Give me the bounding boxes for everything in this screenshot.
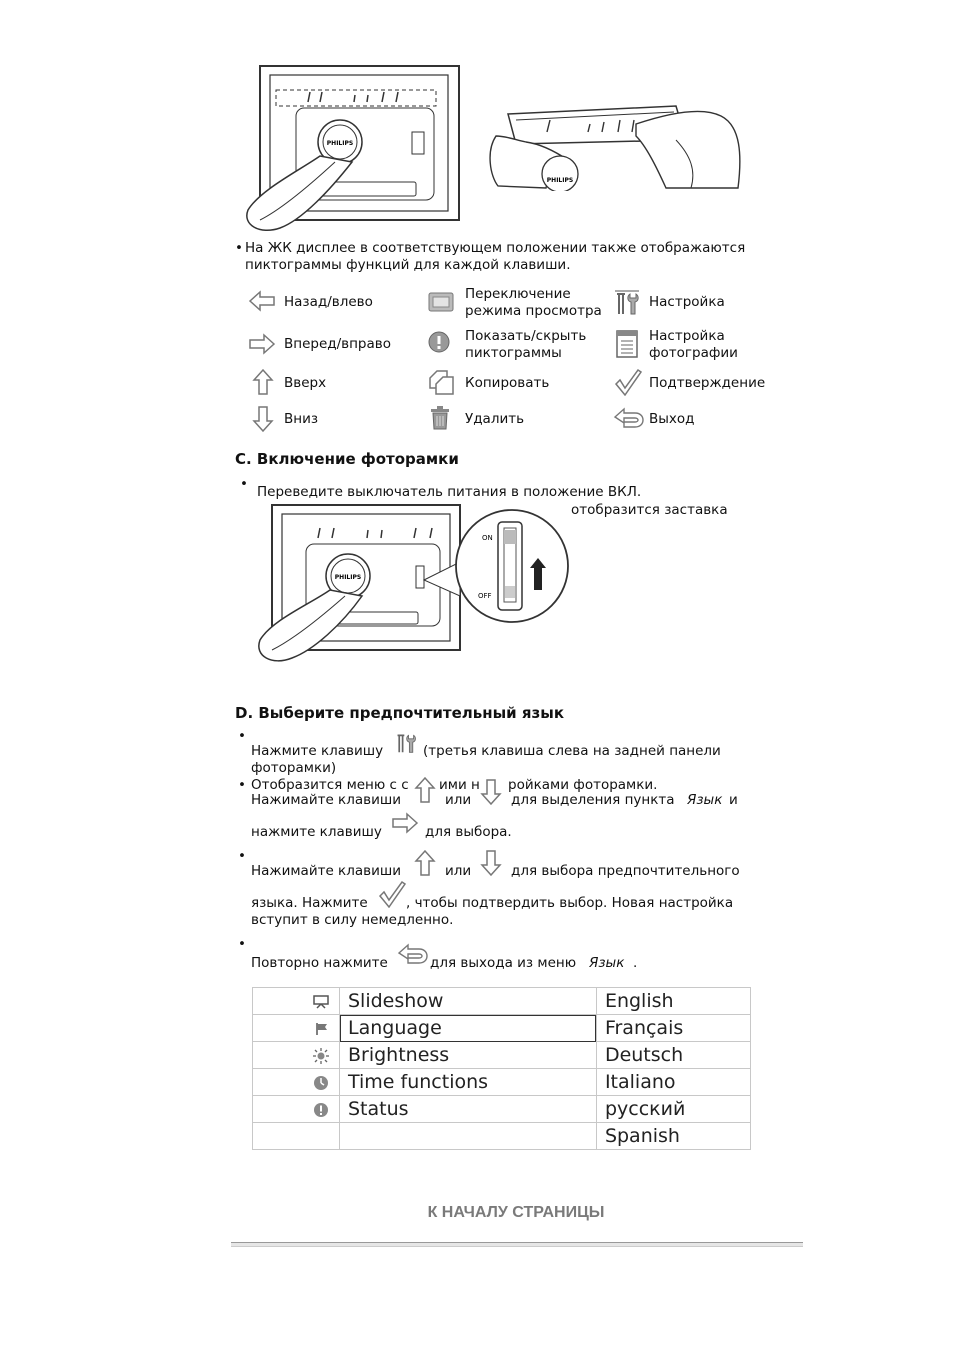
step3-text-d: , чтобы подтвердить выбор. Новая настройка — [406, 895, 734, 911]
section-c-bullet: • — [240, 476, 248, 492]
step3-text-c: языка. Нажмите — [251, 895, 368, 911]
step2-or: или — [445, 792, 472, 808]
menu-item-label[interactable]: Brightness — [340, 1042, 597, 1069]
section-c-heading: C. Включение фоторамки — [235, 450, 459, 468]
step4-end: . — [633, 955, 638, 971]
menu-row[interactable] — [253, 1123, 751, 1150]
step2-item: Язык — [687, 792, 723, 808]
menu-language-option[interactable]: Deutsch — [596, 1042, 750, 1069]
section-d-heading: D. Выберите предпочтительный язык — [235, 704, 565, 722]
step2-text-g: для выбора. — [425, 824, 512, 840]
legend-label-showhide-2: пиктограммы — [465, 345, 562, 361]
arrow-up-icon — [252, 368, 274, 396]
settings-icon — [395, 731, 417, 755]
brand-label-2: PHILIPS — [546, 177, 574, 184]
footer-divider — [231, 1242, 803, 1247]
step2-text-f: нажмите клавишу — [251, 824, 382, 840]
step2-text-b: ими н — [439, 777, 480, 793]
arrow-down-icon — [252, 405, 274, 433]
legend-label-photo-1: Настройка — [649, 328, 725, 344]
intro-bullet: • — [235, 240, 243, 256]
legend-label-forward: Вперед/вправо — [284, 336, 391, 352]
brightness-icon — [253, 1042, 340, 1069]
menu-language-option[interactable]: Français — [596, 1015, 750, 1042]
menu-row[interactable] — [253, 1069, 751, 1096]
settings-icon — [614, 290, 640, 316]
step2-and: и — [729, 792, 738, 808]
step3-text-e: вступит в силу немедленно. — [251, 912, 454, 928]
legend-label-confirm: Подтверждение — [649, 375, 766, 391]
checkmark-icon — [614, 368, 642, 396]
menu-row[interactable] — [253, 1042, 751, 1069]
legend-label-exit: Выход — [649, 411, 695, 427]
legend-label-up: Вверх — [284, 375, 327, 391]
section-c-step1-note: отобразится заставка — [571, 502, 728, 518]
legend-label-photo-2: фотографии — [649, 345, 738, 361]
step1-text-c: фоторамки) — [251, 760, 337, 776]
frame-back-illustration — [240, 60, 465, 239]
step1-text-a: Нажмите клавишу — [251, 743, 384, 759]
step3-text-b: для выбора предпочтительного — [511, 863, 740, 879]
step1-bullet: • — [238, 728, 246, 744]
menu-language-option[interactable]: Spanish — [596, 1123, 750, 1150]
step2-text-d: Нажимайте клавиши — [251, 792, 401, 808]
step2-bullet: • — [238, 777, 246, 793]
menu-empty-cell — [340, 1123, 597, 1150]
menu-item-label[interactable]: Language — [340, 1015, 597, 1042]
legend-label-back: Назад/влево — [284, 294, 373, 310]
back-to-top-link[interactable]: К НАЧАЛУ СТРАНИЦЫ — [427, 1204, 605, 1221]
step4-bullet: • — [238, 936, 246, 952]
step1-text-b: (третья клавиша слева на задней панели — [423, 743, 721, 759]
menu-language-option[interactable]: English — [596, 988, 750, 1015]
step2-text-a: Отобразится меню с с — [251, 777, 409, 793]
menu-item-label[interactable]: Time functions — [340, 1069, 597, 1096]
photo-settings-icon — [616, 330, 640, 358]
menu-row[interactable] — [253, 1096, 751, 1123]
clock-icon — [253, 1069, 340, 1096]
legend-label-view-2: режима просмотра — [465, 303, 602, 319]
step4-text-a: Повторно нажмите — [251, 955, 388, 971]
section-c-step1: Переведите выключатель питания в положение ВКЛ. — [257, 484, 642, 500]
exit-icon — [397, 943, 429, 965]
legend-label-view-1: Переключение — [465, 286, 571, 302]
step2-text-c: ройками фоторамки. — [508, 777, 658, 793]
status-icon — [253, 1096, 340, 1123]
legend-label-settings: Настройка — [649, 294, 725, 310]
trash-icon — [430, 406, 450, 430]
step2-text-e: для выделения пункта — [511, 792, 675, 808]
step4-item: Язык — [589, 955, 625, 971]
hands-frame-illustration — [486, 96, 746, 195]
menu-row[interactable] — [253, 988, 751, 1015]
menu-item-label[interactable]: Slideshow — [340, 988, 597, 1015]
legend-label-delete: Удалить — [465, 411, 525, 427]
legend-label-down: Вниз — [284, 411, 319, 427]
view-mode-icon — [428, 292, 454, 312]
legend-label-copy: Копировать — [465, 375, 550, 391]
brand-label-1: PHILIPS — [326, 140, 354, 147]
arrow-right-icon — [391, 812, 419, 834]
copy-icon — [427, 370, 455, 396]
show-hide-icon — [428, 331, 450, 353]
menu-empty-cell — [253, 1123, 340, 1150]
menu-item-label[interactable]: Status — [340, 1096, 597, 1123]
step4-text-b: для выхода из меню — [430, 955, 577, 971]
arrow-right-icon — [248, 333, 276, 355]
step3-bullet: • — [238, 848, 246, 864]
flag-icon — [253, 1015, 340, 1042]
brand-label-3: PHILIPS — [334, 574, 362, 581]
language-menu-table — [252, 987, 751, 1150]
step3-or: или — [445, 863, 472, 879]
arrow-up-icon — [414, 775, 436, 805]
checkmark-icon — [378, 880, 406, 908]
menu-row-selected[interactable] — [253, 1015, 751, 1042]
power-switch-illustration — [250, 500, 575, 674]
arrow-left-icon — [248, 290, 276, 312]
arrow-up-icon — [414, 848, 436, 878]
menu-language-option[interactable]: русский — [596, 1096, 750, 1123]
slideshow-icon — [253, 988, 340, 1015]
step3-text-a: Нажимайте клавиши — [251, 863, 401, 879]
switch-on-label: ON — [482, 534, 493, 542]
intro-text-line1: На ЖК дисплее в соответствующем положении также отображаются — [245, 240, 746, 256]
switch-off-label: OFF — [478, 592, 492, 600]
arrow-down-icon — [480, 777, 502, 807]
exit-icon — [613, 407, 645, 429]
menu-language-option[interactable]: Italiano — [596, 1069, 750, 1096]
intro-text-line2: пиктограммы функций для каждой клавиши. — [245, 257, 571, 273]
legend-label-showhide-1: Показать/скрыть — [465, 328, 587, 344]
arrow-down-icon — [480, 848, 502, 878]
